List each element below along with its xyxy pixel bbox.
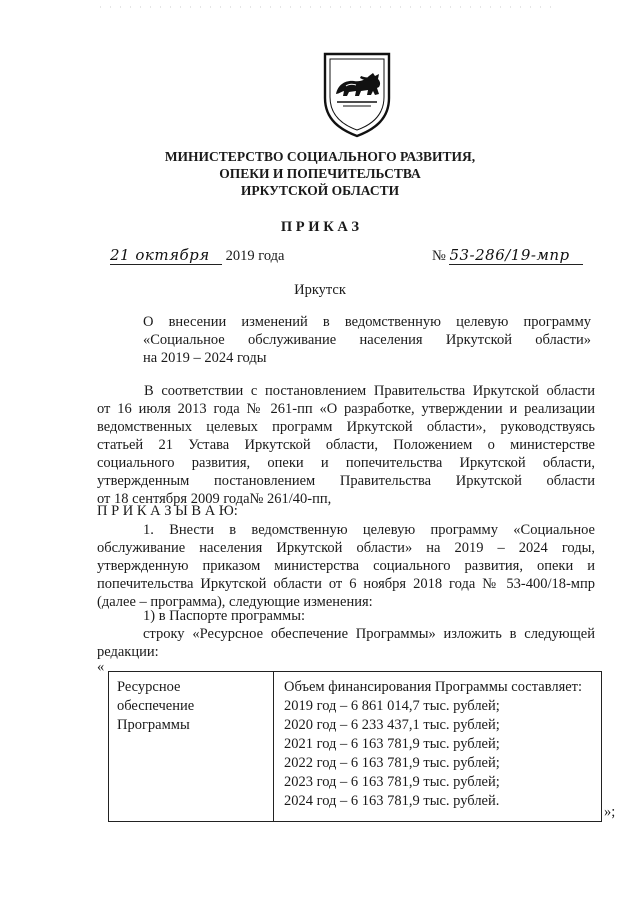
- subitem-1-line: строку «Ресурсное обеспечение Программы» изложить в следующей: [143, 626, 595, 642]
- order-word: П Р И К А З Ы В А Ю:: [97, 503, 238, 519]
- item-1-line: утвержденную приказом министерства социального развития, опеки и: [97, 558, 595, 574]
- irkutsk-coat-of-arms-emblem: [321, 50, 393, 138]
- cell-line: обеспечение: [117, 698, 195, 714]
- subitem-1-text: [97, 625, 595, 661]
- ministry-line-3: ИРКУТСКОЙ ОБЛАСТИ: [240, 183, 400, 198]
- scan-artifact-line: [0, 6, 640, 8]
- ministry-header: [0, 148, 640, 199]
- order-subject: [143, 313, 591, 367]
- preamble-line: ведомственных целевых программ Иркутской области», руководствуясь: [97, 419, 595, 435]
- document-type-title: П Р И К А З: [280, 219, 360, 235]
- ministry-line-1: МИНИСТЕРСТВО СОЦИАЛЬНОГО РАЗВИТИЯ,: [164, 149, 476, 164]
- city-name: Иркутск: [294, 282, 346, 298]
- preamble-line: В соответствии с постановлением Правительства Иркутской области: [144, 383, 595, 399]
- subject-line: на 2019 – 2024 годы: [143, 350, 267, 366]
- cell-line: Ресурсное: [117, 679, 181, 695]
- preamble-line: утвержденным постановлением Правительства Иркутской области: [97, 473, 595, 489]
- opening-quote: «: [97, 659, 105, 675]
- subitem-1-line: редакции:: [97, 644, 159, 660]
- item-1-line: 1. Внести в ведомственную целевую программу «Социальное: [143, 522, 595, 538]
- resource-table: [108, 671, 602, 822]
- item-1-line: (далее – программа), следующие изменения:: [97, 594, 373, 610]
- cell-line: 2020 год – 6 233 437,1 тыс. рублей;: [284, 717, 500, 733]
- number-handwritten: 53-286/19-мпр: [449, 246, 583, 265]
- cell-line: Объем финансирования Программы составляет:: [284, 679, 583, 695]
- table-row: [109, 672, 602, 822]
- cell-line: 2024 год – 6 163 781,9 тыс. рублей.: [284, 793, 500, 809]
- subitem-1-title: 1) в Паспорте программы:: [143, 608, 305, 624]
- subject-line: «Социальное обслуживание населения Иркутской области»: [143, 332, 591, 348]
- cell-line: 2022 год – 6 163 781,9 тыс. рублей;: [284, 755, 500, 771]
- item-1-line: попечительства Иркутской области от 6 ноября 2018 года № 53-400/18-мпр: [97, 576, 595, 592]
- cell-line: 2023 год – 6 163 781,9 тыс. рублей;: [284, 774, 500, 790]
- number-prefix: №: [432, 248, 446, 264]
- cell-line: 2021 год – 6 163 781,9 тыс. рублей;: [284, 736, 500, 752]
- order-number: [432, 246, 583, 265]
- date-handwritten: 21 октября: [110, 246, 222, 265]
- subject-line: О внесении изменений в ведомственную целевую программу: [143, 314, 591, 330]
- table-cell-value: [274, 672, 602, 822]
- preamble-line: от 16 июля 2013 года № 261-пп «О разработке, утверждении и реализации: [97, 401, 595, 417]
- preamble-paragraph: [97, 382, 595, 508]
- preamble-line: статьей 21 Устава Иркутской области, Положением о министерстве: [97, 437, 595, 453]
- preamble-line: от 18 сентября 2009 года№ 261/40-пп,: [97, 491, 332, 507]
- item-1-paragraph: [97, 521, 595, 611]
- cell-line: 2019 год – 6 861 014,7 тыс. рублей;: [284, 698, 500, 714]
- date-printed: 2019 года: [225, 248, 285, 264]
- item-1-line: обслуживание населения Иркутской области» на 2019 – 2024 годы,: [97, 540, 595, 556]
- table-cell-label: [109, 672, 274, 822]
- cell-line: Программы: [117, 717, 190, 733]
- order-date: [110, 246, 284, 265]
- preamble-line: социального развития, опеки и попечительства Иркутской области,: [97, 455, 595, 471]
- ministry-line-2: ОПЕКИ И ПОПЕЧИТЕЛЬСТВА: [219, 166, 421, 181]
- closing-quote: »;: [604, 804, 616, 820]
